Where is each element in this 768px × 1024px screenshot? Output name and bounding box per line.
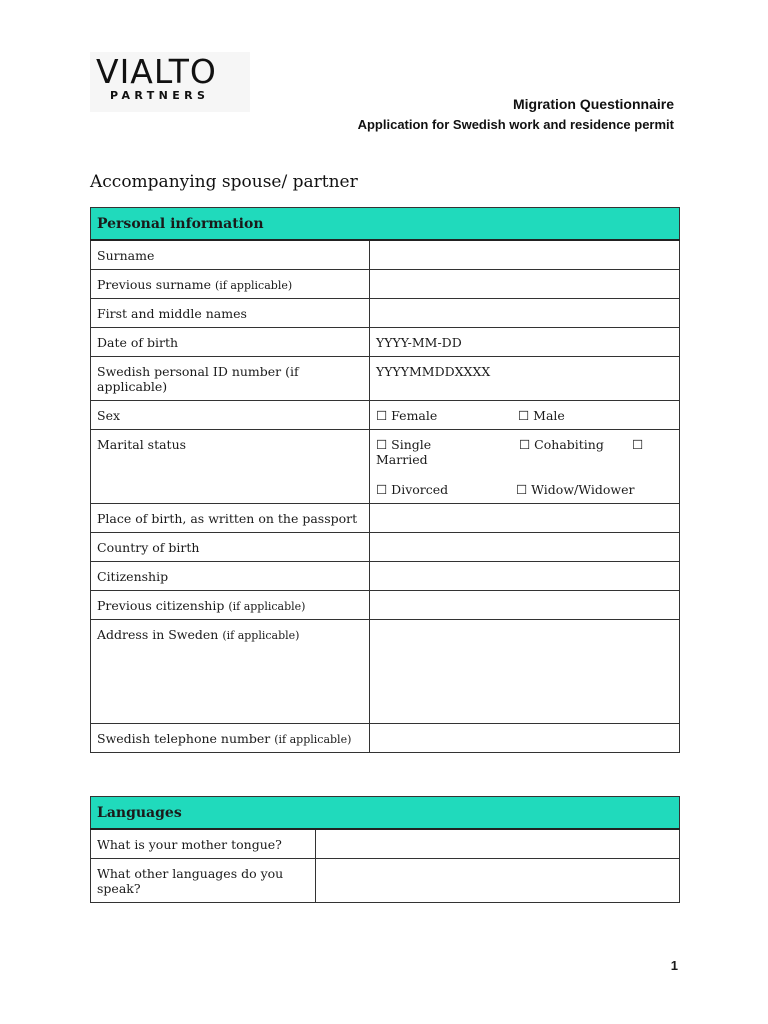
personal-id-field[interactable]: YYYYMMDDXXXX: [370, 356, 680, 400]
cohabiting-checkbox[interactable]: ☐ Cohabiting: [519, 436, 604, 452]
married-label: Married: [376, 451, 428, 467]
citizenship-label: Citizenship: [91, 561, 370, 590]
logo-subtitle: PARTNERS: [110, 89, 210, 102]
single-checkbox[interactable]: ☐ Single: [376, 436, 432, 452]
personal-information-heading: Personal information: [91, 208, 680, 241]
country-of-birth-label: Country of birth: [91, 532, 370, 561]
address-label: Address in Sweden (if applicable): [91, 619, 370, 723]
sex-label: Sex: [91, 400, 370, 429]
previous-citizenship-label: Previous citizenship (if applicable): [91, 590, 370, 619]
mother-tongue-label: What is your mother tongue?: [91, 829, 316, 858]
date-of-birth-label: Date of birth: [91, 327, 370, 356]
address-field[interactable]: [370, 619, 680, 723]
surname-field[interactable]: [370, 240, 680, 269]
widow-checkbox[interactable]: ☐ Widow/Widower: [516, 481, 635, 497]
first-names-field[interactable]: [370, 298, 680, 327]
section-title: Accompanying spouse/ partner: [90, 172, 358, 192]
divorced-checkbox[interactable]: ☐ Divorced: [376, 481, 449, 497]
page-number: 1: [670, 958, 678, 973]
document-subtitle: Application for Swedish work and residence permit: [357, 117, 674, 132]
previous-surname-field[interactable]: [370, 269, 680, 298]
previous-citizenship-field[interactable]: [370, 590, 680, 619]
surname-label: Surname: [91, 240, 370, 269]
telephone-field[interactable]: [370, 723, 680, 752]
country-of-birth-field[interactable]: [370, 532, 680, 561]
previous-surname-label: Previous surname (if applicable): [91, 269, 370, 298]
vialto-logo: [90, 52, 250, 112]
sex-options: [370, 400, 680, 429]
married-checkbox[interactable]: ☐: [632, 436, 644, 452]
languages-heading: Languages: [91, 797, 680, 830]
languages-table: [90, 796, 680, 903]
other-languages-field[interactable]: [316, 858, 680, 902]
place-of-birth-field[interactable]: [370, 503, 680, 532]
document-title: Migration Questionnaire: [512, 96, 674, 112]
marital-status-label: Marital status: [91, 429, 370, 503]
date-of-birth-field[interactable]: YYYY-MM-DD: [370, 327, 680, 356]
personal-information-table: [90, 207, 680, 753]
logo-wordmark: VIALTO: [96, 52, 217, 91]
personal-id-label: Swedish personal ID number (if applicable): [91, 356, 370, 400]
place-of-birth-label: Place of birth, as written on the passport: [91, 503, 370, 532]
mother-tongue-field[interactable]: [316, 829, 680, 858]
first-names-label: First and middle names: [91, 298, 370, 327]
citizenship-field[interactable]: [370, 561, 680, 590]
marital-status-options: [370, 429, 680, 503]
male-checkbox[interactable]: ☐ Male: [518, 407, 565, 423]
other-languages-label: What other languages do you speak?: [91, 858, 316, 902]
female-checkbox[interactable]: ☐ Female: [376, 407, 438, 423]
telephone-label: Swedish telephone number (if applicable): [91, 723, 370, 752]
